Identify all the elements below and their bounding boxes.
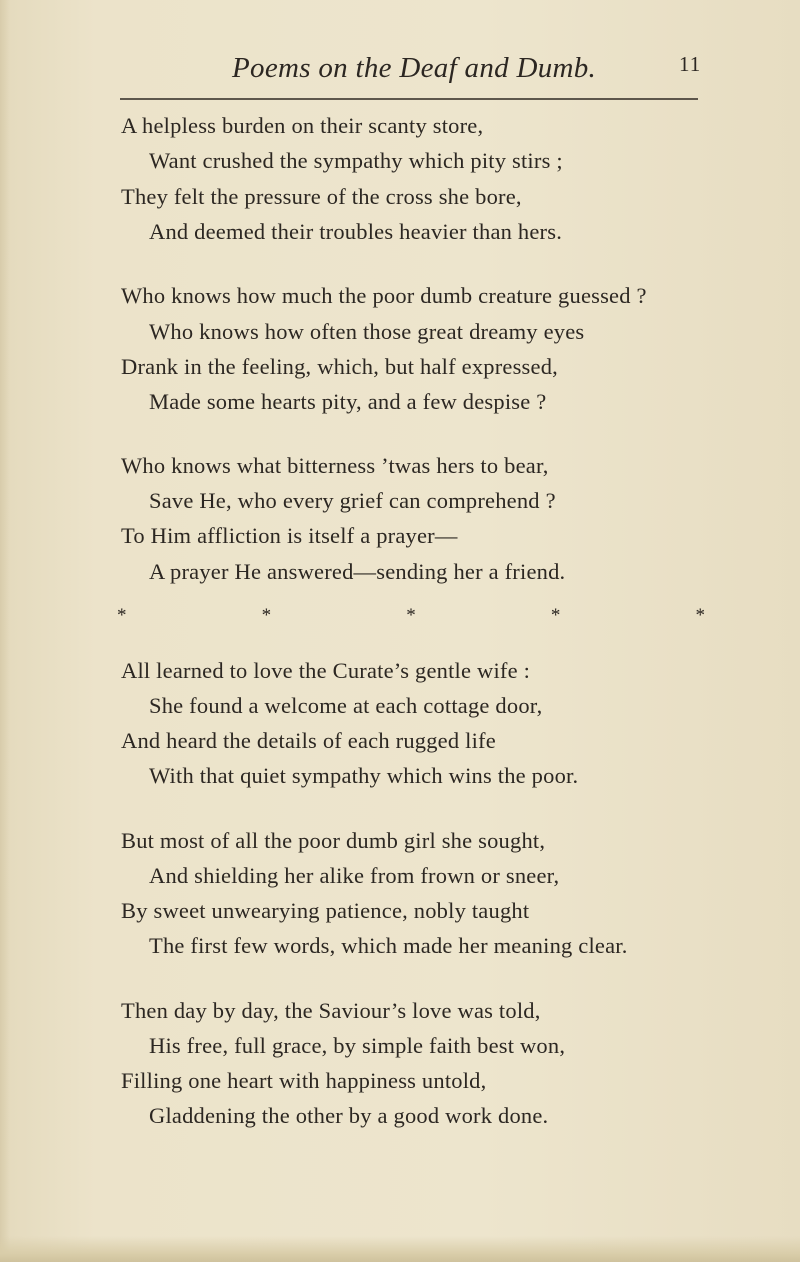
verse-line: Drank in the feeling, which, but half expressed, [121, 354, 558, 379]
verse-line: A helpless burden on their scanty store, [121, 113, 484, 138]
verse-line: To Him affliction is itself a prayer— [121, 523, 458, 548]
verse-line: She found a welcome at each cottage door, [149, 693, 543, 718]
verse-line: The first few words, which made her meaning clear. [149, 933, 628, 958]
asterism-star: * [695, 605, 705, 626]
asterism-star: * [406, 605, 416, 626]
verse-line: But most of all the poor dumb girl she sought, [121, 828, 546, 853]
verse-line: Who knows what bitterness ’twas hers to bear, [121, 453, 549, 478]
verse-line: By sweet unwearying patience, nobly taught [121, 898, 530, 923]
page-bottom-edge [0, 1236, 800, 1262]
section-separator [117, 605, 705, 627]
verse-line: Gladdening the other by a good work done. [149, 1103, 549, 1128]
asterism-star: * [117, 605, 127, 626]
asterism-star: * [550, 605, 561, 626]
verse-line: They felt the pressure of the cross she bore, [121, 184, 522, 209]
page-header [0, 52, 800, 92]
verse-line: Want crushed the sympathy which pity stirs ; [149, 148, 563, 173]
verse-line: And deemed their troubles heavier than hers. [149, 219, 563, 244]
page-left-edge [0, 0, 10, 1262]
verse-line: Who knows how often those great dreamy eyes [149, 319, 585, 344]
verse-line: Filling one heart with happiness untold, [121, 1068, 487, 1093]
verse-line: Made some hearts pity, and a few despise ? [149, 389, 547, 414]
verse-line: Then day by day, the Saviour’s love was told, [121, 998, 541, 1023]
verse-line: Save He, who every grief can comprehend ? [149, 488, 556, 513]
verse-line: And heard the details of each rugged life [121, 728, 496, 753]
verse-line: With that quiet sympathy which wins the poor. [149, 763, 579, 788]
asterism-star: * [261, 605, 272, 626]
verse-line: Who knows how much the poor dumb creature guessed ? [121, 283, 647, 308]
header-rule [120, 98, 698, 100]
verse-line: His free, full grace, by simple faith best won, [149, 1033, 566, 1058]
verse-line: And shielding her alike from frown or sneer, [149, 863, 560, 888]
page-number: 11 [679, 52, 702, 76]
verse-line: A prayer He answered—sending her a friend. [149, 559, 566, 584]
running-head: Poems on the Deaf and Dumb. [232, 52, 597, 84]
verse-line: All learned to love the Curate’s gentle wife : [121, 658, 531, 683]
